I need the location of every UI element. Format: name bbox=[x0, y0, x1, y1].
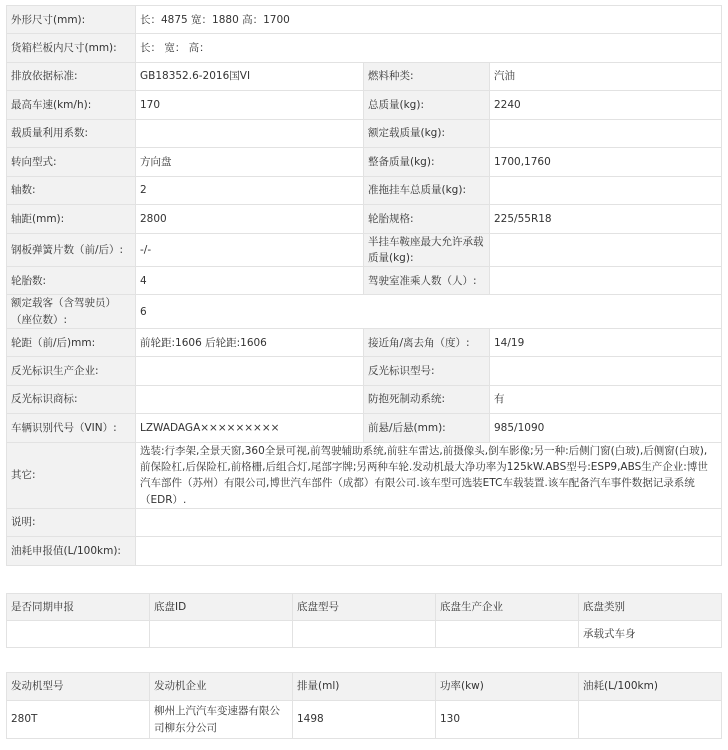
chassis-header-row bbox=[7, 594, 722, 621]
chassis-cell bbox=[7, 621, 150, 648]
fuel-consumption-value bbox=[136, 537, 722, 565]
leaf-spring-value: -/- bbox=[136, 233, 364, 267]
chassis-header-cell: 底盘ID bbox=[150, 594, 293, 621]
approach-angle-label: 接近角/离去角（度）: bbox=[364, 329, 490, 357]
rated-load-value bbox=[490, 119, 722, 147]
abs-value: 有 bbox=[490, 385, 722, 413]
emission-value: GB18352.6-2016国VI bbox=[136, 62, 364, 90]
engine-cell: 柳州上汽汽车变速器有限公司柳东分公司 bbox=[150, 701, 293, 739]
axles-value: 2 bbox=[136, 176, 364, 204]
leaf-spring-label: 钢板弹簧片数（前/后）: bbox=[7, 233, 136, 267]
track-value: 前轮距:1606 后轮距:1606 bbox=[136, 329, 364, 357]
chassis-data-row bbox=[7, 621, 722, 648]
fuel-consumption-label: 油耗申报值(L/100km): bbox=[7, 537, 136, 565]
spec-row bbox=[7, 148, 722, 176]
vehicle-spec-table bbox=[6, 5, 722, 566]
seats-label: 额定载客（含驾驶员）（座位数）: bbox=[7, 295, 136, 329]
axles-label: 轴数: bbox=[7, 176, 136, 204]
max-speed-value: 170 bbox=[136, 91, 364, 119]
engine-cell bbox=[579, 701, 722, 739]
spec-row bbox=[7, 357, 722, 385]
trailer-mass-label: 准拖挂车总质量(kg): bbox=[364, 176, 490, 204]
engine-cell: 1498 bbox=[293, 701, 436, 739]
engine-header-cell: 发动机型号 bbox=[7, 673, 150, 701]
spec-row bbox=[7, 385, 722, 413]
chassis-cell bbox=[150, 621, 293, 648]
engine-cell: 130 bbox=[436, 701, 579, 739]
dims-label: 外形尺寸(mm): bbox=[7, 6, 136, 34]
engine-cell: 280T bbox=[7, 701, 150, 739]
emission-label: 排放依据标准: bbox=[7, 62, 136, 90]
total-mass-label: 总质量(kg): bbox=[364, 91, 490, 119]
reflector-model-value bbox=[490, 357, 722, 385]
engine-table bbox=[6, 672, 722, 739]
dims-value: 长：4875 宽：1880 高：1700 bbox=[136, 6, 722, 34]
spec-row bbox=[7, 442, 722, 508]
note-value bbox=[136, 508, 722, 536]
tire-spec-label: 轮胎规格: bbox=[364, 205, 490, 233]
rated-load-label: 额定载质量(kg): bbox=[364, 119, 490, 147]
engine-header-cell: 油耗(L/100km) bbox=[579, 673, 722, 701]
spec-row bbox=[7, 295, 722, 329]
overhang-label: 前悬/后悬(mm): bbox=[364, 414, 490, 442]
reflector-model-label: 反光标识型号: bbox=[364, 357, 490, 385]
spec-row bbox=[7, 329, 722, 357]
vin-label: 车辆识别代号（VIN）: bbox=[7, 414, 136, 442]
spec-row bbox=[7, 34, 722, 62]
spec-row bbox=[7, 62, 722, 90]
other-label: 其它: bbox=[7, 442, 136, 508]
other-value: 选装:行李架,全景天窗,360全景可视,前驾驶辅助系统,前驻车雷达,前摄像头,倒车影像;另一种:后侧门窗(白玻),后侧窗(白玻),前保险杠,后保险杠,前格栅,后组合灯,尾部字牌;另两种车轮.发动机最大净功率为125kW.ABS型号:ESP9,ABS生产企业:博世汽车部件（苏州）有限公司,博世汽车部件（成都）有限公司.该车型可选装ETC车载装置.该车配备汽车事件数据记录系统（EDR）. bbox=[136, 442, 722, 508]
engine-header-cell: 发动机企业 bbox=[150, 673, 293, 701]
note-label: 说明: bbox=[7, 508, 136, 536]
spec-row bbox=[7, 176, 722, 204]
spec-row bbox=[7, 267, 722, 295]
load-util-value bbox=[136, 119, 364, 147]
engine-header-cell: 排量(ml) bbox=[293, 673, 436, 701]
cargo-dims-value: 长： 宽： 高： bbox=[136, 34, 722, 62]
curb-mass-value: 1700,1760 bbox=[490, 148, 722, 176]
wheelbase-value: 2800 bbox=[136, 205, 364, 233]
spec-row bbox=[7, 537, 722, 565]
chassis-table bbox=[6, 593, 722, 648]
vin-value: LZWADAGA××××××××× bbox=[136, 414, 364, 442]
load-util-label: 载质量利用系数: bbox=[7, 119, 136, 147]
chassis-header-cell: 是否同期申报 bbox=[7, 594, 150, 621]
seats-value: 6 bbox=[136, 295, 722, 329]
total-mass-value: 2240 bbox=[490, 91, 722, 119]
reflector-brand-value bbox=[136, 385, 364, 413]
curb-mass-label: 整备质量(kg): bbox=[364, 148, 490, 176]
chassis-cell bbox=[436, 621, 579, 648]
engine-header-cell: 功率(kw) bbox=[436, 673, 579, 701]
tire-spec-value: 225/55R18 bbox=[490, 205, 722, 233]
chassis-cell: 承载式车身 bbox=[579, 621, 722, 648]
spec-row bbox=[7, 508, 722, 536]
chassis-header-cell: 底盘型号 bbox=[293, 594, 436, 621]
cargo-dims-label: 货箱栏板内尺寸(mm): bbox=[7, 34, 136, 62]
reflector-maker-label: 反光标识生产企业: bbox=[7, 357, 136, 385]
max-speed-label: 最高车速(km/h): bbox=[7, 91, 136, 119]
engine-data-row bbox=[7, 701, 722, 739]
steering-value: 方向盘 bbox=[136, 148, 364, 176]
fuel-type-value: 汽油 bbox=[490, 62, 722, 90]
tire-count-value: 4 bbox=[136, 267, 364, 295]
spec-row bbox=[7, 91, 722, 119]
chassis-header-cell: 底盘生产企业 bbox=[436, 594, 579, 621]
chassis-header-cell: 底盘类别 bbox=[579, 594, 722, 621]
fuel-type-label: 燃料种类: bbox=[364, 62, 490, 90]
engine-header-row bbox=[7, 673, 722, 701]
saddle-load-label: 半挂车鞍座最大允许承载质量(kg): bbox=[364, 233, 490, 267]
reflector-maker-value bbox=[136, 357, 364, 385]
trailer-mass-value bbox=[490, 176, 722, 204]
cab-capacity-label: 驾驶室准乘人数（人）: bbox=[364, 267, 490, 295]
spec-row bbox=[7, 233, 722, 267]
tire-count-label: 轮胎数: bbox=[7, 267, 136, 295]
spec-row bbox=[7, 205, 722, 233]
overhang-value: 985/1090 bbox=[490, 414, 722, 442]
approach-angle-value: 14/19 bbox=[490, 329, 722, 357]
spec-row bbox=[7, 414, 722, 442]
reflector-brand-label: 反光标识商标: bbox=[7, 385, 136, 413]
track-label: 轮距（前/后)mm: bbox=[7, 329, 136, 357]
cab-capacity-value bbox=[490, 267, 722, 295]
saddle-load-value bbox=[490, 233, 722, 267]
wheelbase-label: 轴距(mm): bbox=[7, 205, 136, 233]
spec-row bbox=[7, 119, 722, 147]
spec-row bbox=[7, 6, 722, 34]
chassis-cell bbox=[293, 621, 436, 648]
steering-label: 转向型式: bbox=[7, 148, 136, 176]
abs-label: 防抱死制动系统: bbox=[364, 385, 490, 413]
